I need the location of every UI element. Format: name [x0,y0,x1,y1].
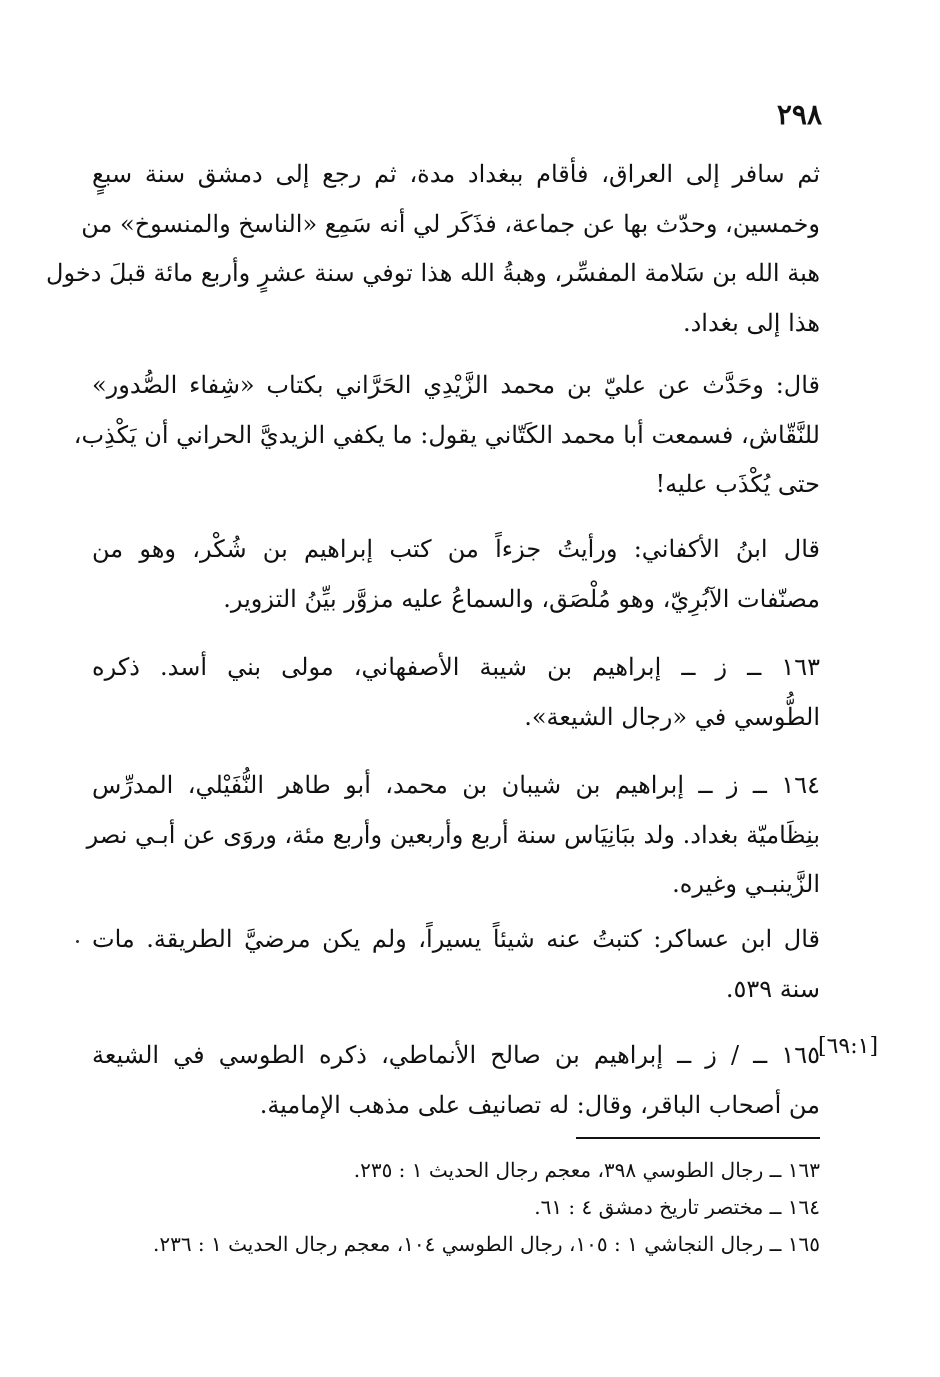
text-line: هذا إلى بغداد. [682,308,820,337]
text-line: الزَّينبـي وغيره. [672,870,820,898]
entry-163 [92,643,820,742]
text-line: قال: وحَدَّث عن عليّ بن محمد الزَّيْدِي الحَرَّاني بكتاب «شِفاء الصُّدور» [92,371,820,399]
text-line: هبة الله بن سَلامة المفسِّر، وهبةُ الله هذا توفي سنة عشرٍ وأربع مائة قبلَ دخول [46,259,820,287]
footnote-164: ١٦٤ ــ مختصر تاريخ دمشق ٤ : ٦١. [534,1195,820,1219]
entry-165 [92,1031,820,1130]
text-line: قال ابن عساكر: كتبتُ عنه شيئاً يسيراً، ولم يكن مرضيَّ الطريقة. مات [92,925,820,953]
entry-164 [86,761,820,910]
text-line: للنَّقّاش، فسمعت أبا محمد الكَتّاني يقول: ما يكفي الزيديَّ الحراني أن يَكْذِب، [73,420,820,449]
paragraph-akfani [92,525,820,624]
paragraph-zaydi [73,361,820,510]
text-line: من أصحاب الباقر، وقال: له تصانيف على مذهب الإمامية. [259,1090,820,1119]
footnotes [100,1152,820,1263]
paragraph-travel [46,150,820,348]
margin-reference: [٦٩:١] [818,1034,879,1059]
text-line: وخمسين، وحدّث بها عن جماعة، فذَكَر لي أنه سَمِع «الناسخ والمنسوخ» من [81,209,820,238]
text-line: سنة ٥٣٩. [725,974,820,1003]
text-line: حتى يُكْذَب عليه! [655,470,820,498]
text-line: بنِظَاميّة بغداد. ولد ببَانِيَاس سنة أربع وأربعين وأربع مئة، وروَى عن أبـي نصر [86,820,820,849]
paragraph-ibn-asakir [92,915,820,1014]
footnote-divider [576,1137,820,1139]
text-line: مصنّفات الآبُرِيّ، وهو مُلْصَق، والسماعُ عليه مزوَّر بيِّنُ التزوير. [223,584,820,613]
scan-speck [76,940,79,943]
text-line: ١٦٥ ــ / ز ــ إبراهيم بن صالح الأنماطي، ذكره الطوسي في الشيعة [92,1041,820,1069]
page-number: ٢٩٨ [776,98,822,131]
footnote-165: ١٦٥ ــ رجال النجاشي ١ : ١٠٥، رجال الطوسي ١٠٤، معجم رجال الحديث ١ : ٢٣٦. [152,1232,820,1256]
text-line: ١٦٣ ــ ز ــ إبراهيم بن شيبة الأصفهاني، مولى بني أسد. ذكره [92,653,820,681]
text-line: ١٦٤ ــ ز ــ إبراهيم بن شيبان بن محمد، أبو طاهر النُّفَيْلي، المدرِّس [92,771,820,799]
text-line: الطُّوسي في «رجال الشيعة». [524,702,820,731]
footnote-163: ١٦٣ ــ رجال الطوسي ٣٩٨، معجم رجال الحديث ١ : ٢٣٥. [353,1158,820,1182]
text-line: قال ابنُ الأكفاني: ورأيتُ جزءاً من كتب إبراهيم بن شُكْر، وهو من [92,535,820,563]
text-line: ثم سافر إلى العراق، فأقام ببغداد مدة، ثم رجع إلى دمشق سنة سبعٍ [92,160,820,188]
